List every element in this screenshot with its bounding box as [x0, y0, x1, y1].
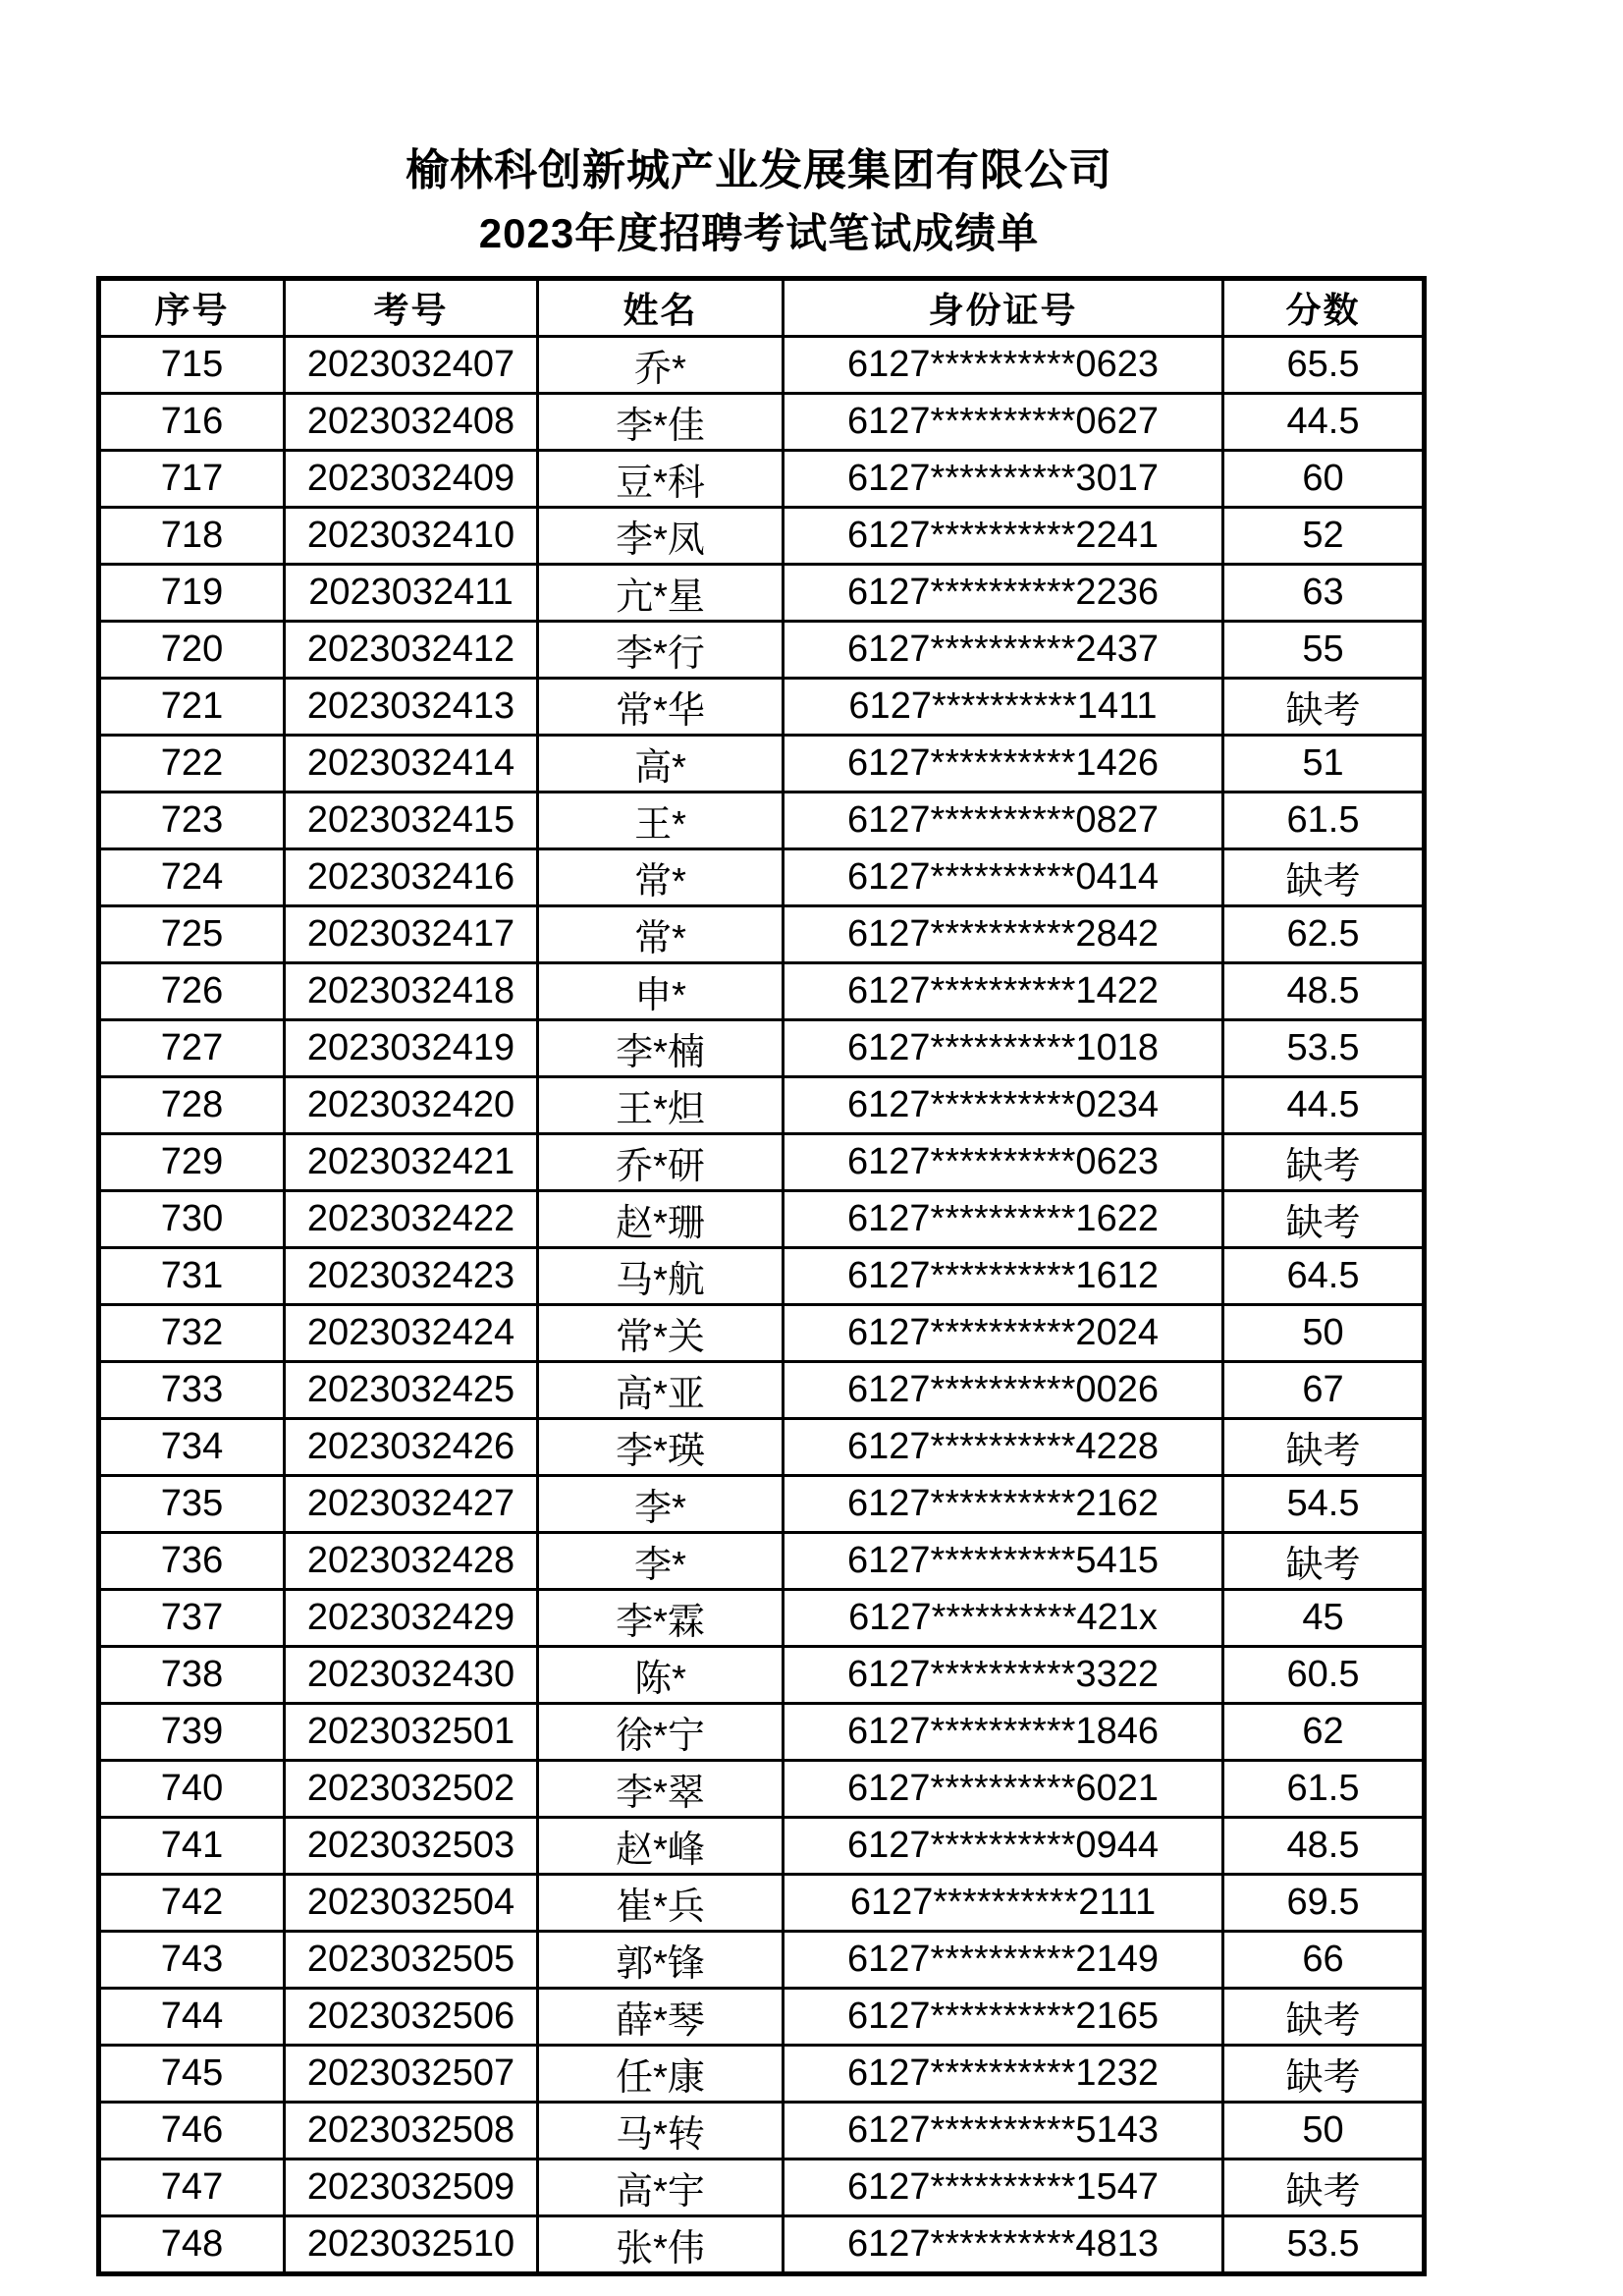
cell-name: 常*关: [538, 1305, 784, 1362]
cell-index: 737: [99, 1590, 285, 1647]
cell-score: 62.5: [1223, 906, 1425, 963]
cell-exam-no: 2023032420: [285, 1077, 538, 1134]
table-header-row: [99, 279, 1425, 337]
cell-id-number: 6127**********1547: [784, 2159, 1223, 2216]
cell-score: 53.5: [1223, 2216, 1425, 2274]
cell-index: 725: [99, 906, 285, 963]
cell-index: 735: [99, 1476, 285, 1533]
cell-index: 741: [99, 1818, 285, 1875]
cell-index: 744: [99, 1989, 285, 2046]
cell-exam-no: 2023032504: [285, 1875, 538, 1932]
column-header-name: 姓名: [538, 279, 784, 337]
cell-score: 60: [1223, 451, 1425, 508]
cell-id-number: 6127**********0026: [784, 1362, 1223, 1419]
cell-name: 豆*科: [538, 451, 784, 508]
cell-name: 高*: [538, 736, 784, 793]
cell-id-number: 6127**********1622: [784, 1191, 1223, 1248]
document-title-line1: 榆林科创新城产业发展集团有限公司: [406, 146, 1112, 194]
cell-score: 48.5: [1223, 1818, 1425, 1875]
table-row: [99, 2046, 1425, 2103]
cell-score: 64.5: [1223, 1248, 1425, 1305]
document-title-line2: 2023年度招聘考试笔试成绩单: [478, 209, 1040, 256]
cell-id-number: 6127**********2149: [784, 1932, 1223, 1989]
cell-index: 732: [99, 1305, 285, 1362]
cell-exam-no: 2023032506: [285, 1989, 538, 2046]
cell-score: 60.5: [1223, 1647, 1425, 1704]
table-row: [99, 1362, 1425, 1419]
table-row: [99, 1533, 1425, 1590]
cell-id-number: 6127**********1846: [784, 1704, 1223, 1761]
cell-id-number: 6127**********2165: [784, 1989, 1223, 2046]
cell-exam-no: 2023032426: [285, 1419, 538, 1476]
cell-score: 缺考: [1223, 849, 1425, 906]
cell-index: 739: [99, 1704, 285, 1761]
cell-name: 高*宇: [538, 2159, 784, 2216]
cell-id-number: 6127**********4813: [784, 2216, 1223, 2274]
score-table: [96, 276, 1427, 2276]
cell-exam-no: 2023032507: [285, 2046, 538, 2103]
cell-score: 69.5: [1223, 1875, 1425, 1932]
cell-name: 高*亚: [538, 1362, 784, 1419]
cell-index: 733: [99, 1362, 285, 1419]
cell-name: 申*: [538, 963, 784, 1020]
cell-name: 李*楠: [538, 1020, 784, 1077]
cell-index: 731: [99, 1248, 285, 1305]
cell-name: 李*: [538, 1533, 784, 1590]
table-row: [99, 2159, 1425, 2216]
cell-exam-no: 2023032428: [285, 1533, 538, 1590]
cell-name: 常*: [538, 906, 784, 963]
cell-id-number: 6127**********5415: [784, 1533, 1223, 1590]
table-row: [99, 1875, 1425, 1932]
cell-id-number: 6127**********1018: [784, 1020, 1223, 1077]
cell-name: 任*康: [538, 2046, 784, 2103]
cell-exam-no: 2023032411: [285, 565, 538, 622]
cell-index: 723: [99, 793, 285, 849]
cell-index: 721: [99, 679, 285, 736]
cell-id-number: 6127**********2236: [784, 565, 1223, 622]
cell-index: 719: [99, 565, 285, 622]
cell-id-number: 6127**********0627: [784, 394, 1223, 451]
table-row: [99, 679, 1425, 736]
cell-score: 66: [1223, 1932, 1425, 1989]
cell-name: 李*瑛: [538, 1419, 784, 1476]
cell-exam-no: 2023032510: [285, 2216, 538, 2274]
table-row: [99, 337, 1425, 394]
cell-index: 740: [99, 1761, 285, 1818]
cell-name: 常*华: [538, 679, 784, 736]
cell-index: 715: [99, 337, 285, 394]
table-row: [99, 1476, 1425, 1533]
table-row: [99, 1590, 1425, 1647]
table-row: [99, 1191, 1425, 1248]
cell-exam-no: 2023032424: [285, 1305, 538, 1362]
cell-score: 55: [1223, 622, 1425, 679]
cell-score: 缺考: [1223, 1989, 1425, 2046]
cell-exam-no: 2023032410: [285, 508, 538, 565]
cell-score: 44.5: [1223, 1077, 1425, 1134]
cell-score: 52: [1223, 508, 1425, 565]
cell-id-number: 6127**********4228: [784, 1419, 1223, 1476]
table-row: [99, 906, 1425, 963]
cell-score: 缺考: [1223, 679, 1425, 736]
cell-id-number: 6127**********0827: [784, 793, 1223, 849]
table-row: [99, 1020, 1425, 1077]
cell-id-number: 6127**********5143: [784, 2103, 1223, 2159]
cell-id-number: 6127**********6021: [784, 1761, 1223, 1818]
cell-name: 李*佳: [538, 394, 784, 451]
cell-score: 54.5: [1223, 1476, 1425, 1533]
cell-id-number: 6127**********1232: [784, 2046, 1223, 2103]
cell-exam-no: 2023032408: [285, 394, 538, 451]
cell-score: 50: [1223, 1305, 1425, 1362]
cell-score: 48.5: [1223, 963, 1425, 1020]
table-row: [99, 736, 1425, 793]
cell-index: 747: [99, 2159, 285, 2216]
table-row: [99, 2216, 1425, 2274]
cell-exam-no: 2023032509: [285, 2159, 538, 2216]
cell-id-number: 6127**********1411: [784, 679, 1223, 736]
cell-score: 45: [1223, 1590, 1425, 1647]
table-row: [99, 1305, 1425, 1362]
cell-exam-no: 2023032409: [285, 451, 538, 508]
cell-exam-no: 2023032414: [285, 736, 538, 793]
cell-name: 常*: [538, 849, 784, 906]
cell-name: 郭*锋: [538, 1932, 784, 1989]
cell-name: 李*翠: [538, 1761, 784, 1818]
cell-index: 718: [99, 508, 285, 565]
cell-name: 乔*研: [538, 1134, 784, 1191]
table-row: [99, 1761, 1425, 1818]
table-row: [99, 1134, 1425, 1191]
cell-index: 726: [99, 963, 285, 1020]
cell-score: 44.5: [1223, 394, 1425, 451]
cell-index: 742: [99, 1875, 285, 1932]
cell-id-number: 6127**********0623: [784, 1134, 1223, 1191]
table-row: [99, 963, 1425, 1020]
cell-score: 缺考: [1223, 2046, 1425, 2103]
cell-score: 61.5: [1223, 1761, 1425, 1818]
cell-exam-no: 2023032407: [285, 337, 538, 394]
table-row: [99, 1818, 1425, 1875]
cell-exam-no: 2023032421: [285, 1134, 538, 1191]
cell-index: 722: [99, 736, 285, 793]
cell-id-number: 6127**********421x: [784, 1590, 1223, 1647]
cell-score: 51: [1223, 736, 1425, 793]
table-row: [99, 849, 1425, 906]
cell-index: 727: [99, 1020, 285, 1077]
cell-exam-no: 2023032429: [285, 1590, 538, 1647]
cell-exam-no: 2023032419: [285, 1020, 538, 1077]
table-row: [99, 1704, 1425, 1761]
cell-exam-no: 2023032422: [285, 1191, 538, 1248]
cell-index: 745: [99, 2046, 285, 2103]
cell-index: 743: [99, 1932, 285, 1989]
column-header-id-number: 身份证号: [784, 279, 1223, 337]
cell-exam-no: 2023032430: [285, 1647, 538, 1704]
cell-exam-no: 2023032413: [285, 679, 538, 736]
cell-index: 730: [99, 1191, 285, 1248]
cell-id-number: 6127**********1422: [784, 963, 1223, 1020]
cell-name: 亢*星: [538, 565, 784, 622]
cell-index: 724: [99, 849, 285, 906]
cell-exam-no: 2023032508: [285, 2103, 538, 2159]
cell-name: 马*航: [538, 1248, 784, 1305]
cell-exam-no: 2023032503: [285, 1818, 538, 1875]
table-row: [99, 2103, 1425, 2159]
cell-name: 李*凤: [538, 508, 784, 565]
cell-id-number: 6127**********2842: [784, 906, 1223, 963]
cell-id-number: 6127**********0414: [784, 849, 1223, 906]
cell-id-number: 6127**********1426: [784, 736, 1223, 793]
cell-index: 738: [99, 1647, 285, 1704]
cell-name: 徐*宁: [538, 1704, 784, 1761]
cell-exam-no: 2023032427: [285, 1476, 538, 1533]
table-row: [99, 451, 1425, 508]
cell-score: 缺考: [1223, 1533, 1425, 1590]
table-row: [99, 1077, 1425, 1134]
cell-score: 缺考: [1223, 1134, 1425, 1191]
cell-score: 61.5: [1223, 793, 1425, 849]
cell-index: 729: [99, 1134, 285, 1191]
cell-id-number: 6127**********0623: [784, 337, 1223, 394]
cell-exam-no: 2023032505: [285, 1932, 538, 1989]
cell-exam-no: 2023032418: [285, 963, 538, 1020]
cell-id-number: 6127**********2162: [784, 1476, 1223, 1533]
cell-name: 薛*琴: [538, 1989, 784, 2046]
cell-index: 717: [99, 451, 285, 508]
table-row: [99, 394, 1425, 451]
cell-name: 张*伟: [538, 2216, 784, 2274]
cell-id-number: 6127**********0234: [784, 1077, 1223, 1134]
cell-index: 746: [99, 2103, 285, 2159]
cell-exam-no: 2023032417: [285, 906, 538, 963]
cell-name: 乔*: [538, 337, 784, 394]
cell-index: 736: [99, 1533, 285, 1590]
cell-id-number: 6127**********2437: [784, 622, 1223, 679]
document-header: [96, 0, 1422, 258]
table-row: [99, 1419, 1425, 1476]
cell-score: 53.5: [1223, 1020, 1425, 1077]
cell-id-number: 6127**********2111: [784, 1875, 1223, 1932]
cell-score: 缺考: [1223, 1419, 1425, 1476]
cell-exam-no: 2023032425: [285, 1362, 538, 1419]
cell-index: 728: [99, 1077, 285, 1134]
cell-id-number: 6127**********1612: [784, 1248, 1223, 1305]
cell-id-number: 6127**********2024: [784, 1305, 1223, 1362]
cell-exam-no: 2023032501: [285, 1704, 538, 1761]
table-row: [99, 1932, 1425, 1989]
cell-score: 65.5: [1223, 337, 1425, 394]
table-body: [99, 337, 1425, 2274]
table-row: [99, 622, 1425, 679]
column-header-exam-no: 考号: [285, 279, 538, 337]
cell-name: 陈*: [538, 1647, 784, 1704]
cell-index: 734: [99, 1419, 285, 1476]
cell-name: 赵*峰: [538, 1818, 784, 1875]
cell-exam-no: 2023032416: [285, 849, 538, 906]
cell-index: 748: [99, 2216, 285, 2274]
cell-score: 63: [1223, 565, 1425, 622]
cell-id-number: 6127**********0944: [784, 1818, 1223, 1875]
cell-name: 王*炟: [538, 1077, 784, 1134]
cell-score: 62: [1223, 1704, 1425, 1761]
cell-exam-no: 2023032502: [285, 1761, 538, 1818]
cell-exam-no: 2023032412: [285, 622, 538, 679]
cell-name: 李*行: [538, 622, 784, 679]
table-row: [99, 793, 1425, 849]
cell-name: 王*: [538, 793, 784, 849]
table-row: [99, 508, 1425, 565]
cell-exam-no: 2023032415: [285, 793, 538, 849]
cell-id-number: 6127**********3322: [784, 1647, 1223, 1704]
cell-id-number: 6127**********3017: [784, 451, 1223, 508]
column-header-index: 序号: [99, 279, 285, 337]
table-row: [99, 1647, 1425, 1704]
cell-name: 崔*兵: [538, 1875, 784, 1932]
cell-name: 李*霖: [538, 1590, 784, 1647]
cell-id-number: 6127**********2241: [784, 508, 1223, 565]
cell-index: 720: [99, 622, 285, 679]
cell-score: 50: [1223, 2103, 1425, 2159]
cell-name: 马*转: [538, 2103, 784, 2159]
cell-score: 67: [1223, 1362, 1425, 1419]
cell-name: 赵*珊: [538, 1191, 784, 1248]
cell-exam-no: 2023032423: [285, 1248, 538, 1305]
cell-score: 缺考: [1223, 1191, 1425, 1248]
cell-score: 缺考: [1223, 2159, 1425, 2216]
table-row: [99, 1248, 1425, 1305]
table-row: [99, 565, 1425, 622]
cell-name: 李*: [538, 1476, 784, 1533]
table-row: [99, 1989, 1425, 2046]
cell-index: 716: [99, 394, 285, 451]
column-header-score: 分数: [1223, 279, 1425, 337]
